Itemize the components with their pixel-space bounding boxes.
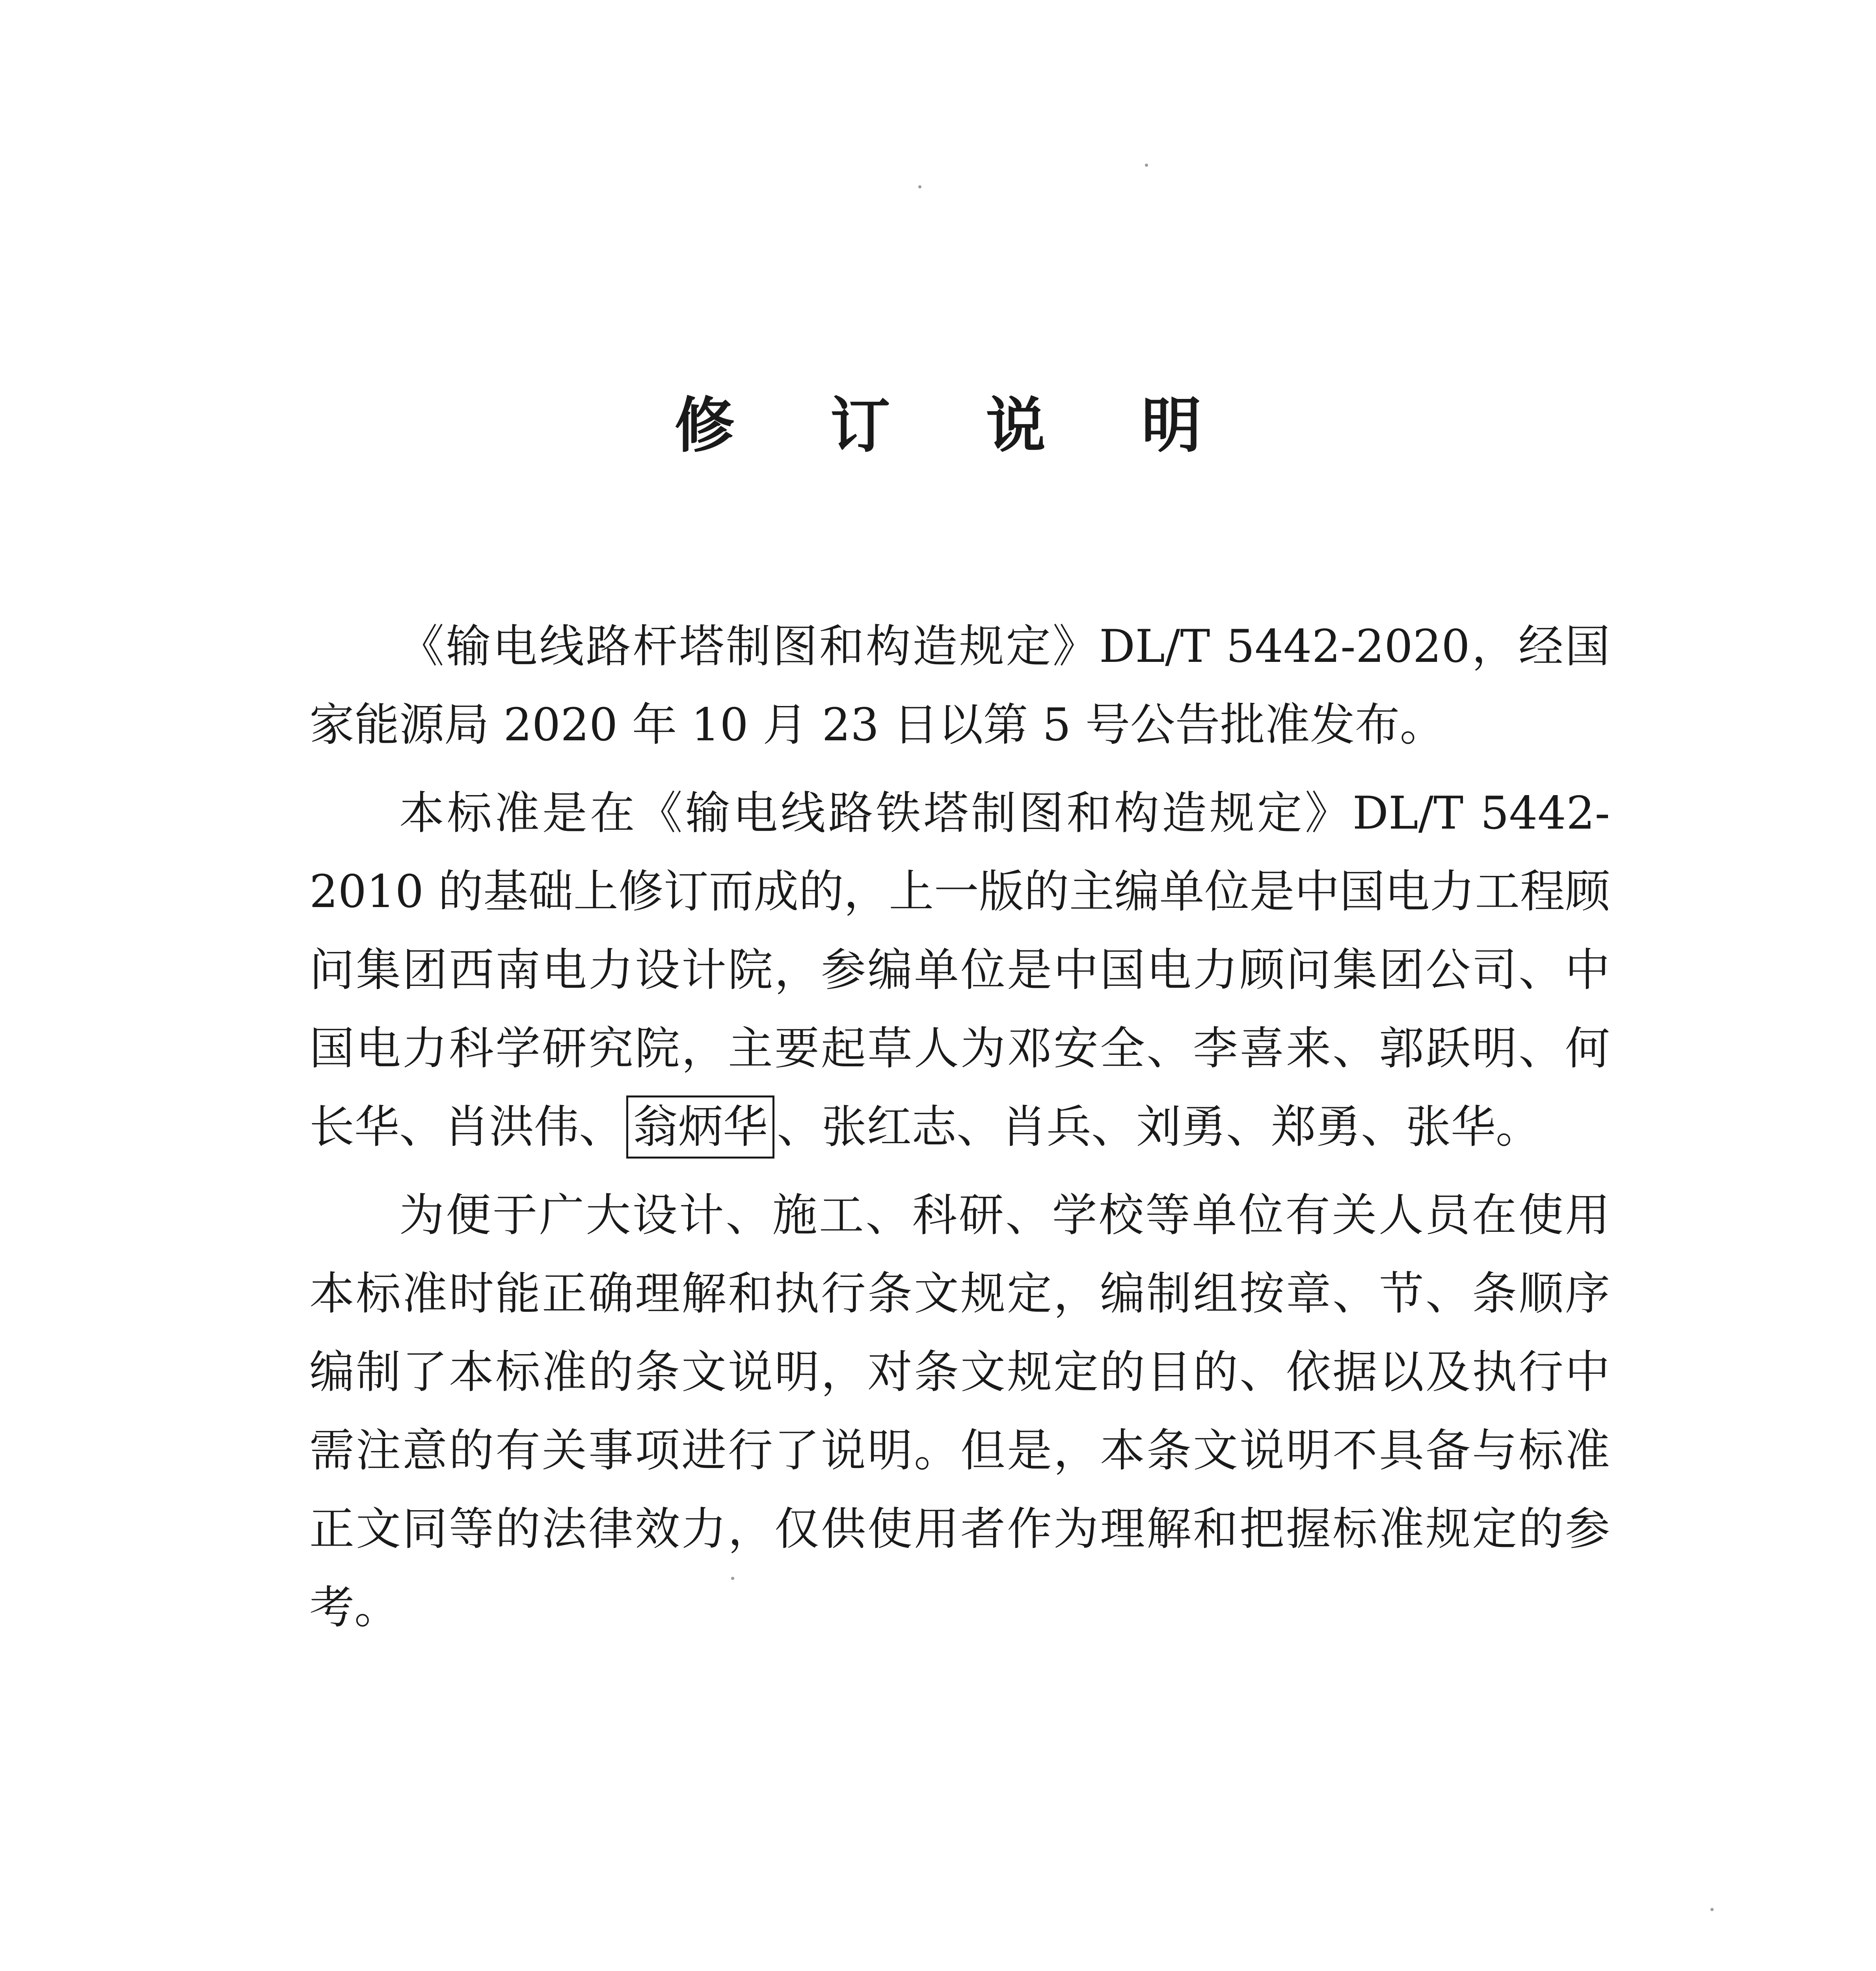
paragraph-revision-history: [309, 774, 1610, 1166]
paragraph-revision-text-before: 本标准是在《输电线路铁塔制图和构造规定》DL/T 5442-2010 的基础上修订而成的，上一版的主编单位是中国电力工程顾问集团西南电力设计院，参编单位是中国电力顾问集团公司、中国电力科学研究院，主要起草人为邓安全、李喜来、郭跃明、何长华、肖洪伟、: [309, 787, 1610, 1153]
boxed-name: 翁炳华: [626, 1095, 774, 1159]
paragraph-approval: 《输电线路杆塔制图和构造规定》DL/T 5442-2020，经国家能源局 2020 年 10 月 23 日以第 5 号公告批准发布。: [309, 620, 1610, 751]
paragraph-revision-text-after: 、张红志、肖兵、刘勇、郑勇、张华。: [777, 1101, 1541, 1153]
paragraph-purpose: 为便于广大设计、施工、科研、学校等单位有关人员在使用本标准时能正确理解和执行条文规定，编制组按章、节、条顺序编制了本标准的条文说明，对条文规定的目的、依据以及执行中需注意的有关事项进行了说明。但是，本条文说明不具备与标准正文同等的法律效力，仅供使用者作为理解和把握标准规定的参考。: [309, 1189, 1610, 1634]
scan-speck: [731, 1577, 734, 1580]
scan-speck: [1145, 164, 1148, 167]
scan-speck: [1710, 1908, 1714, 1911]
scan-speck: [918, 185, 921, 188]
page-title: 修 订 说 明: [674, 391, 1239, 460]
body-text: [309, 607, 1610, 1647]
